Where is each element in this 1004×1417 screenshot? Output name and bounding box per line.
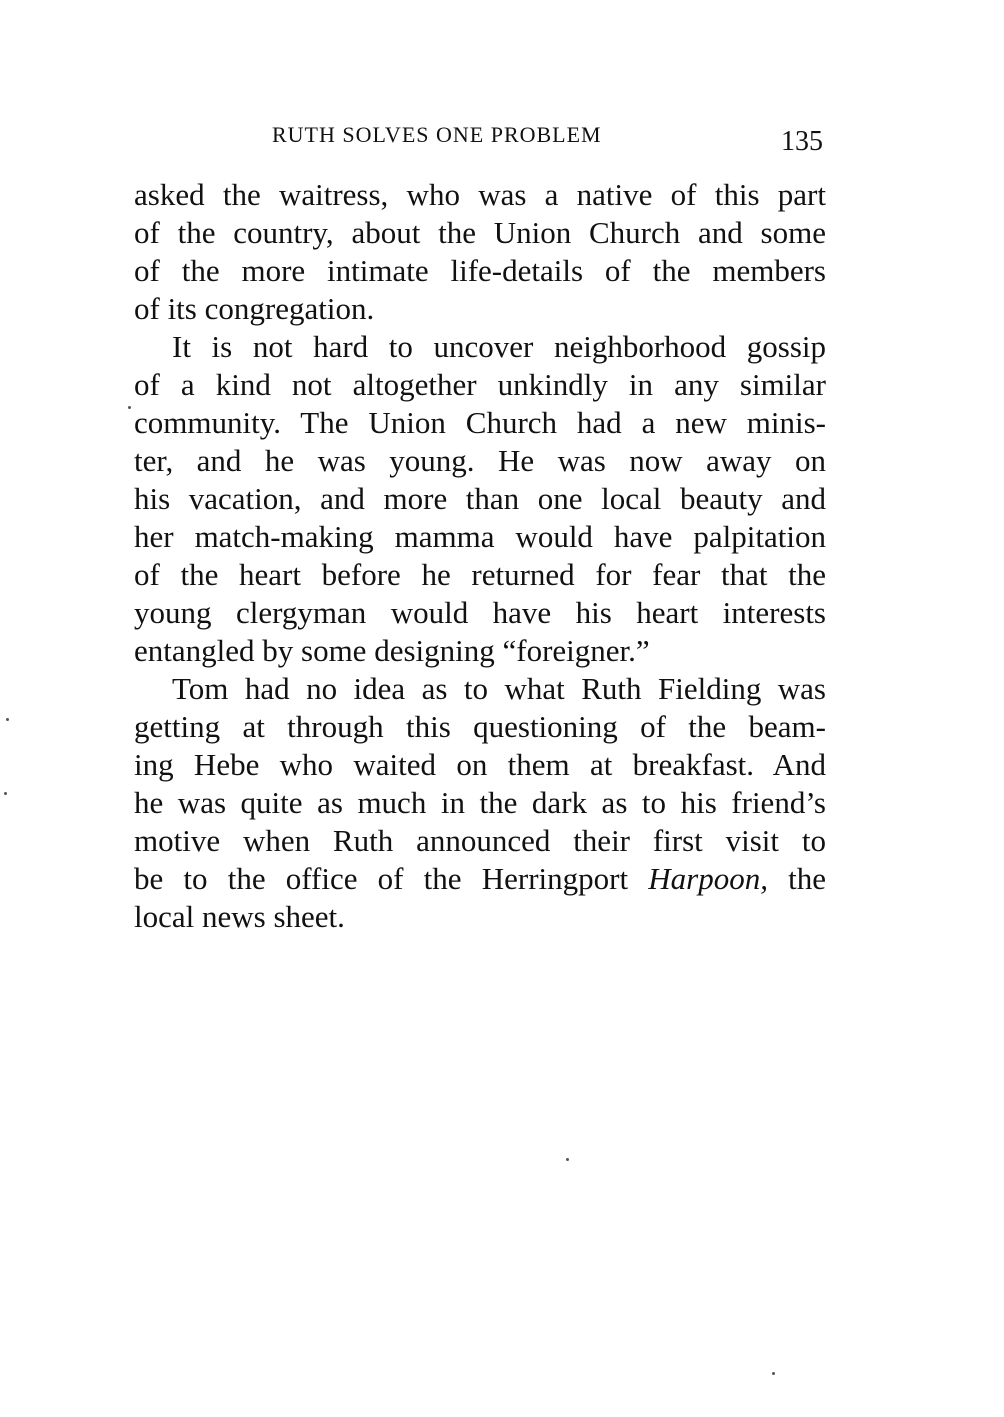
text-line: entangled by some designing “foreigner.”: [134, 633, 650, 668]
text-line: of the more intimate life-details of the members: [134, 253, 826, 288]
text-line: community. The Union Church had a new minis-: [134, 405, 826, 440]
running-title: RUTH SOLVES ONE PROBLEM: [272, 122, 602, 147]
text-line: young clergyman would have his heart interests: [134, 595, 826, 630]
text-line: of the heart before he returned for fear that the: [134, 557, 826, 592]
text-line: local news sheet.: [134, 899, 345, 934]
newspaper-title: Harpoon,: [648, 861, 768, 896]
text-line: asked the waitress, who was a native of this part: [134, 177, 826, 212]
paragraph-1: [134, 176, 826, 328]
text-segment: the: [767, 861, 827, 896]
text-line: his vacation, and more than one local beauty and: [134, 481, 826, 516]
paragraph-3: [134, 670, 826, 936]
text-line: Tom had no idea as to what Ruth Fielding was: [172, 671, 826, 706]
running-head: [0, 118, 1004, 158]
paragraph-2: [134, 328, 826, 670]
text-line: ter, and he was young. He was now away on: [134, 443, 826, 478]
paper-speck: [128, 406, 131, 409]
paper-speck: [4, 792, 7, 795]
text-line: of the country, about the Union Church and some: [134, 215, 826, 250]
text-line: getting at through this questioning of the beam-: [134, 709, 826, 744]
text-line: It is not hard to uncover neighborhood gossip: [172, 329, 826, 364]
text-line: motive when Ruth announced their first visit to: [134, 823, 826, 858]
text-line: her match-making mamma would have palpitation: [134, 519, 826, 554]
paper-speck: [6, 718, 9, 721]
text-line: of its congregation.: [134, 291, 375, 326]
body-text: [134, 176, 826, 936]
text-line: of a kind not altogether unkindly in any similar: [134, 367, 826, 402]
page-number: 135: [781, 126, 823, 157]
text-segment: be to the office of the Herringport: [134, 861, 649, 896]
paper-speck: [772, 1372, 775, 1375]
text-line: ing Hebe who waited on them at breakfast. And: [134, 747, 826, 782]
text-line: he was quite as much in the dark as to his friend’s: [134, 785, 826, 820]
paper-speck: [566, 1158, 569, 1161]
text-line-with-italic: [134, 860, 826, 898]
